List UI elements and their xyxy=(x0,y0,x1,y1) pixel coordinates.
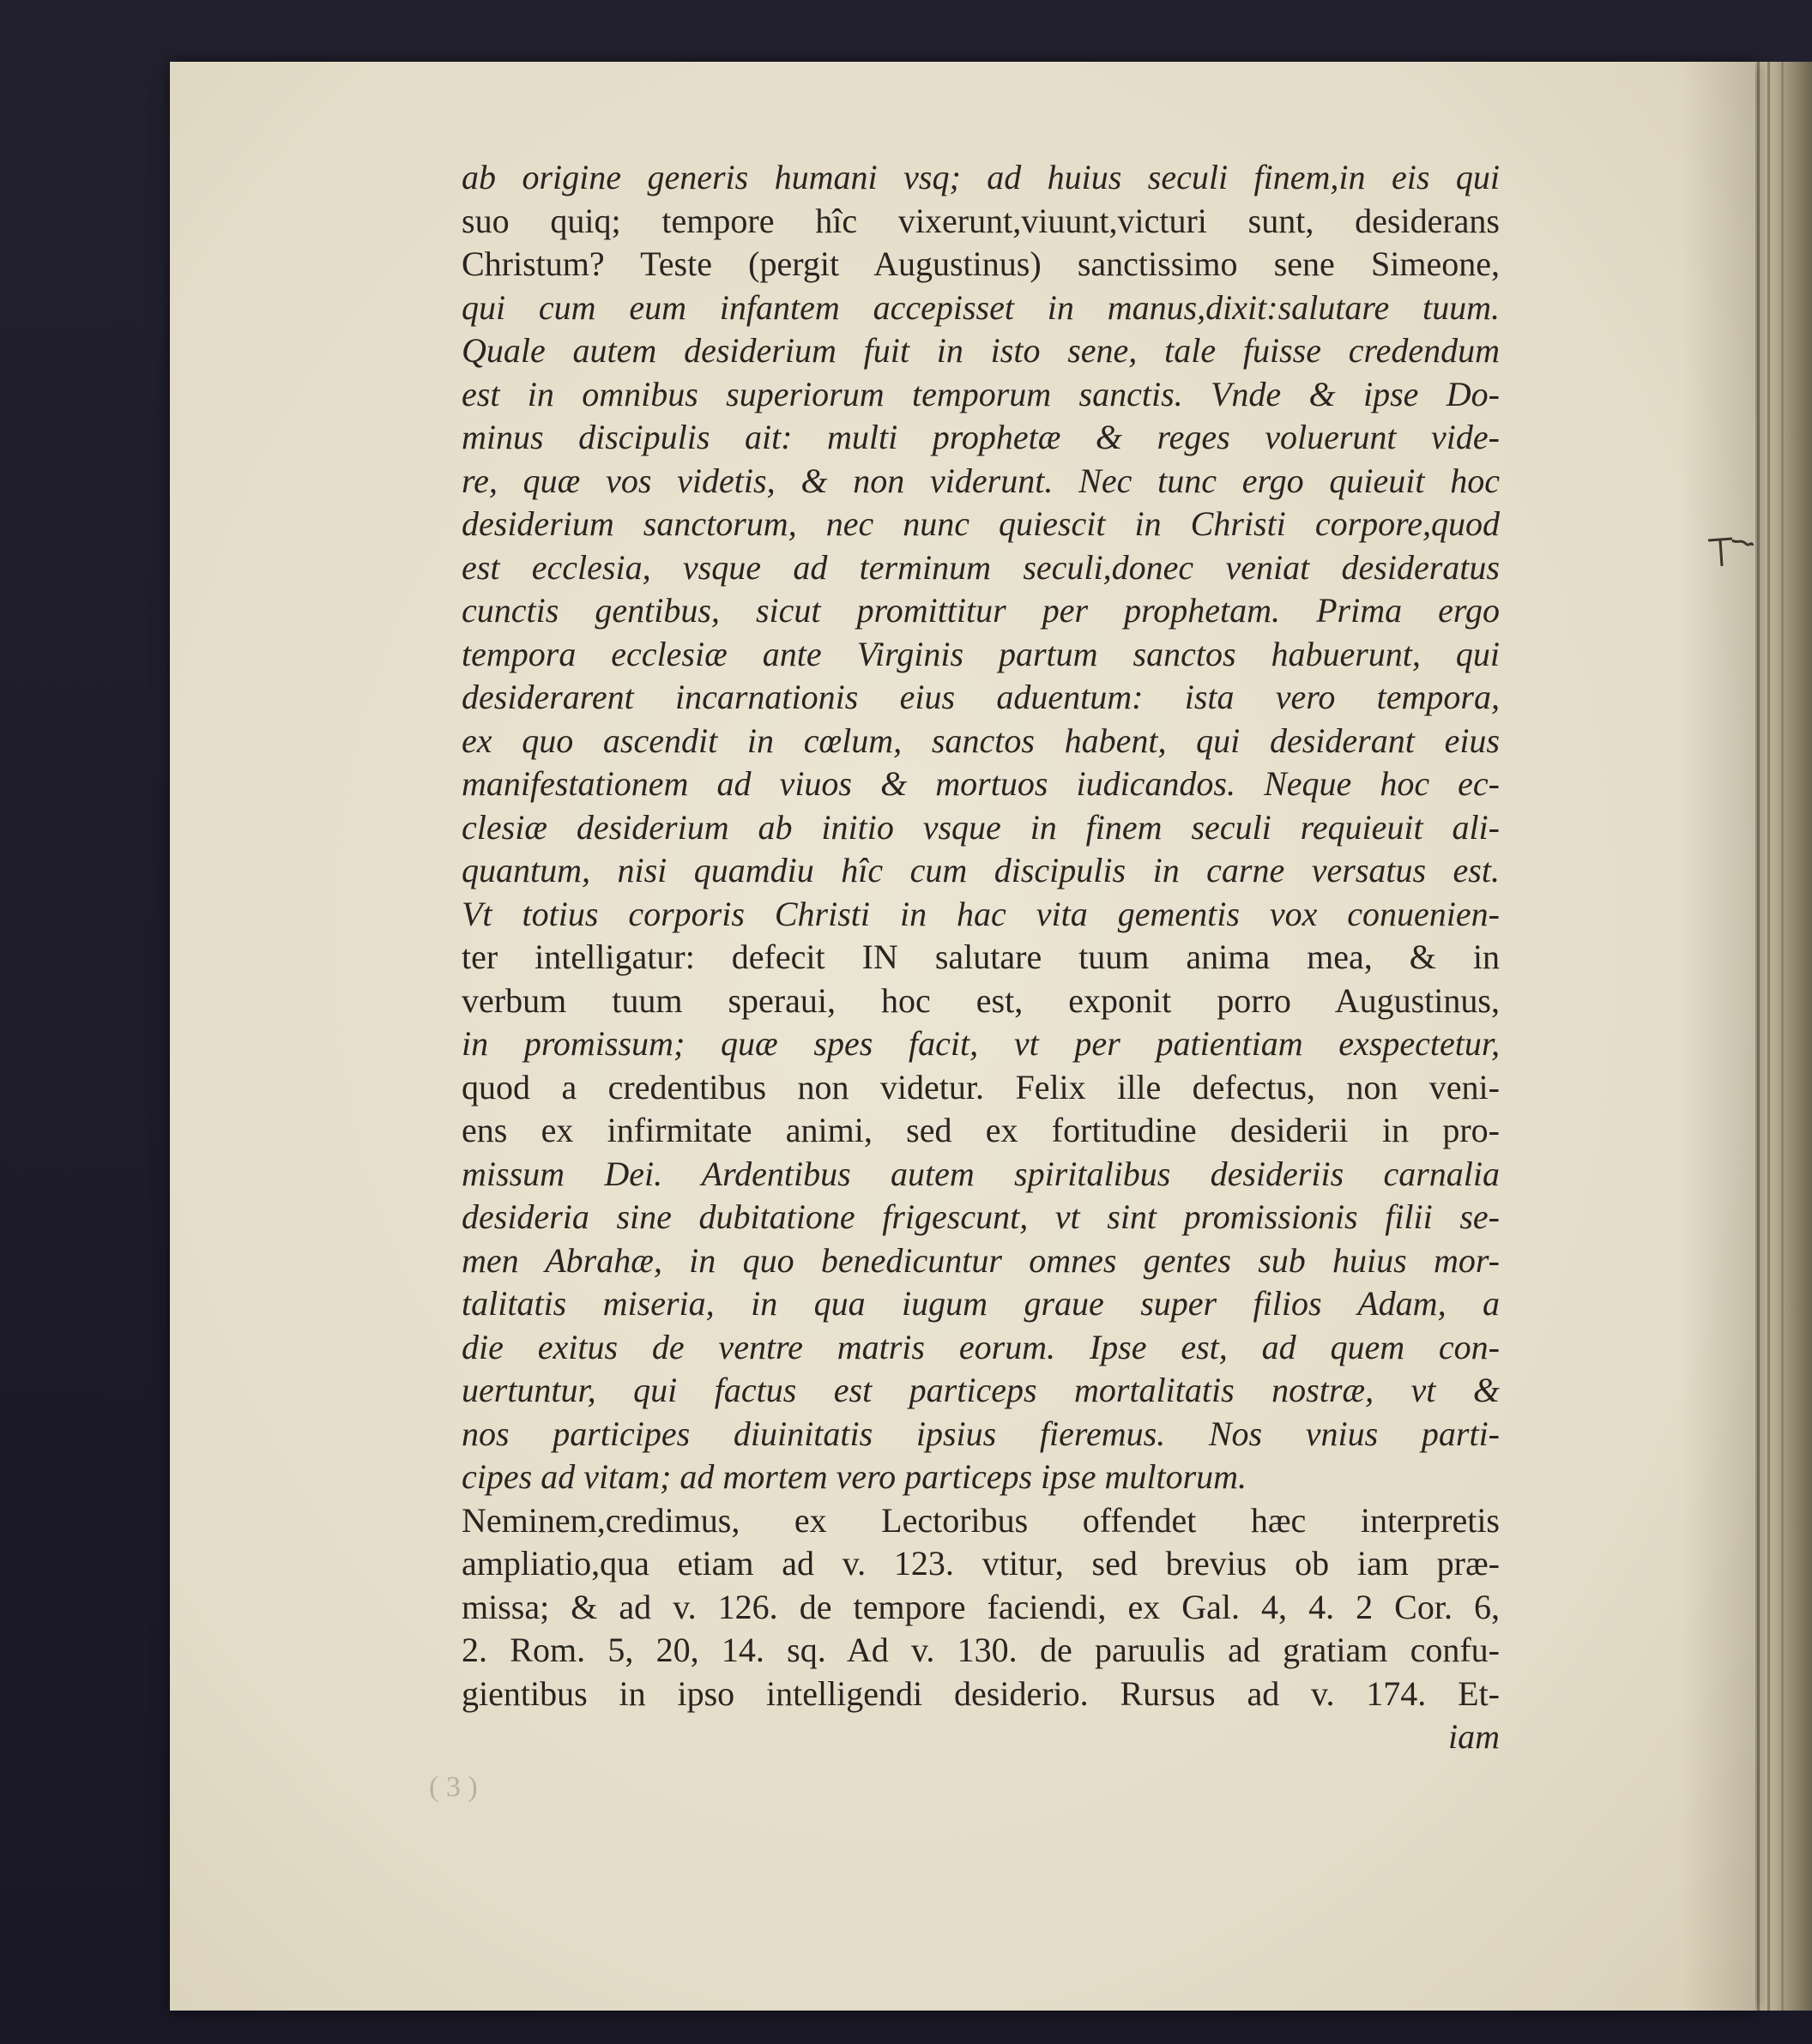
text-line: verbum tuum speraui, hoc est, exponit porro Augustinus, xyxy=(462,980,1500,1020)
book-page-edge xyxy=(1750,62,1812,2011)
text-line: tempora ecclesiæ ante Virginis partum sanctos habuerunt, qui xyxy=(462,634,1500,673)
text-line: qui cum eum infantem accepisset in manus,dixit:salutare tuum. xyxy=(462,287,1500,327)
text-line: nos participes diuinitatis ipsius fieremus. Nos vnius parti- xyxy=(462,1414,1500,1453)
text-line: ens ex infirmitate animi, sed ex fortitudine desiderii in pro- xyxy=(462,1111,1500,1149)
catchword: iam xyxy=(1448,1717,1500,1756)
text-line: ex quo ascendit in cœlum, sanctos habent, qui desiderant eius xyxy=(462,721,1500,760)
text-line: re, quæ vos videtis, & non viderunt. Nec tunc ergo quieuit hoc xyxy=(462,461,1500,500)
text-line: ter intelligatur: defecit IN salutare tuum anima mea, & in xyxy=(462,938,1500,976)
text-line: ampliatio,qua etiam ad v. 123. vtitur, sed brevius ob iam præ- xyxy=(462,1544,1500,1583)
text-line: cunctis gentibus, sicut promittitur per prophetam. Prima ergo xyxy=(462,591,1500,630)
text-line: clesiæ desiderium ab initio vsque in finem seculi requieuit ali- xyxy=(462,807,1500,847)
text-line: cipes ad vitam; ad mortem vero particeps ipse multorum. xyxy=(462,1457,1247,1496)
text-line: minus discipulis ait: multi prophetæ & reges voluerunt vide- xyxy=(462,418,1500,456)
text-line: desiderarent incarnationis eius aduentum: ista vero tempora, xyxy=(462,678,1500,716)
text-line: in promissum; quæ spes facit, vt per patientiam exspectetur, xyxy=(462,1024,1500,1063)
text-line: talitatis miseria, in qua iugum graue super filios Adam, a xyxy=(462,1284,1500,1323)
text-line: Vt totius corporis Christi in hac vita gementis vox conuenien- xyxy=(462,894,1500,933)
gutter-shadow xyxy=(1682,62,1755,2011)
bleed-through-text: ( 3 ) xyxy=(429,1771,478,1803)
text-line: die exitus de ventre matris eorum. Ipse est, ad quem con- xyxy=(462,1327,1500,1366)
text-line: men Abrahæ, in quo benedicuntur omnes gentes sub huius mor- xyxy=(462,1240,1500,1280)
text-line: missum Dei. Ardentibus autem spiritalibus desideriis carnalia xyxy=(462,1154,1500,1193)
page-leaf xyxy=(1757,62,1760,2011)
text-line: Quale autem desiderium fuit in isto sene, tale fuisse credendum xyxy=(462,331,1500,370)
text-line: desiderium sanctorum, nec nunc quiescit in Christi corpore,quod xyxy=(462,504,1500,543)
page-leaf xyxy=(1781,62,1784,2011)
text-line: desideria sine dubitatione frigescunt, vt sint promissionis filii se- xyxy=(462,1197,1500,1236)
text-line: missa; & ad v. 126. de tempore faciendi, ex Gal. 4, 4. 2 Cor. 6, xyxy=(462,1587,1500,1626)
text-line: quod a credentibus non videtur. Felix ille defectus, non veni- xyxy=(462,1067,1500,1106)
text-line: uertuntur, qui factus est particeps mortalitatis nostræ, vt & xyxy=(462,1371,1500,1409)
text-line: Neminem,credimus, ex Lectoribus offendet hæc interpretis xyxy=(462,1500,1500,1540)
text-line: ab origine generis humani vsq; ad huius seculi finem,in eis qui xyxy=(462,158,1500,196)
text-line: quantum, nisi quamdiu hîc cum discipulis in carne versatus est. xyxy=(462,851,1500,889)
text-line: gientibus in ipso intelligendi desiderio. Rursus ad v. 174. Et- xyxy=(462,1673,1500,1713)
text-line: est ecclesia, vsque ad terminum seculi,donec veniat desideratus xyxy=(462,547,1500,587)
text-line: est in omnibus superiorum temporum sanctis. Vnde & ipse Do- xyxy=(462,374,1500,413)
text-line: manifestationem ad viuos & mortuos iudicandos. Neque hoc ec- xyxy=(462,764,1500,803)
text-line: Christum? Teste (pergit Augustinus) sanctissimo sene Simeone, xyxy=(462,244,1500,283)
pencil-mark-icon xyxy=(1703,515,1755,575)
text-line: suo quiq; tempore hîc vixerunt,viuunt,victuri sunt, desiderans xyxy=(462,201,1500,240)
page-leaf xyxy=(1767,62,1770,2011)
page-text xyxy=(462,156,1500,1759)
text-line: 2. Rom. 5, 20, 14. sq. Ad v. 130. de paruulis ad gratiam confu- xyxy=(462,1631,1500,1669)
